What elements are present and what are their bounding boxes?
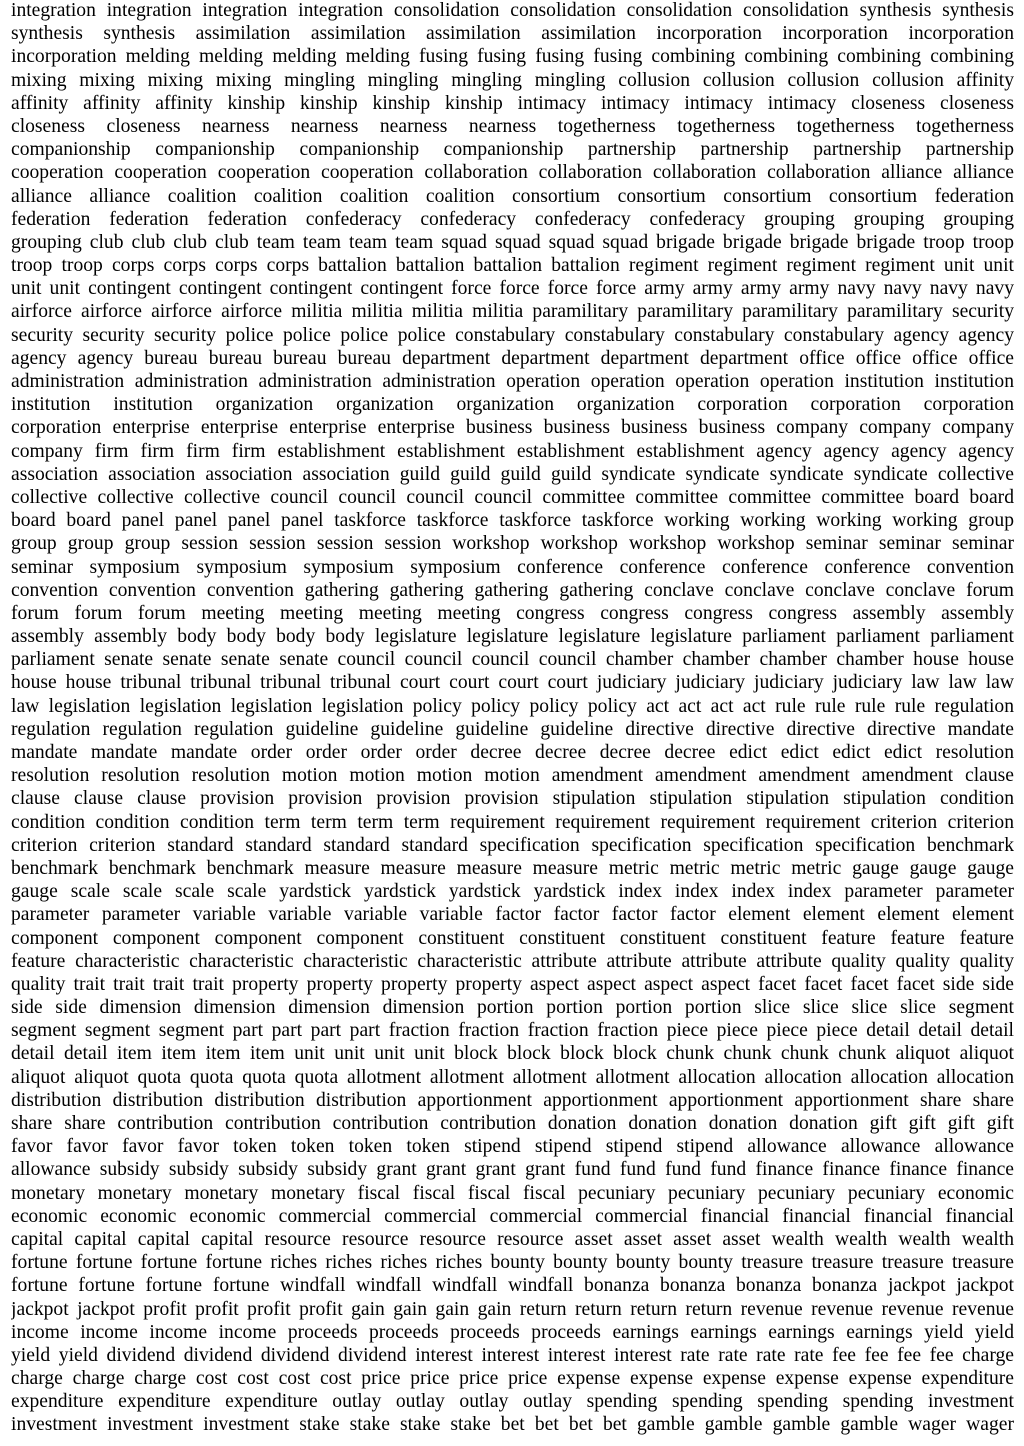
text-line: troop troop corps corps corps corps battalion battalion battalion battalion regiment regiment regiment regiment unit unit	[11, 255, 1014, 277]
text-line: seminar symposium symposium symposium symposium conference conference conference conference convention	[11, 556, 1014, 578]
text-line: feature characteristic characteristic characteristic characteristic attribute attribute attribute attribute quality quality quality	[11, 950, 1014, 972]
text-line: resolution resolution resolution motion motion motion motion amendment amendment amendment amendment clause	[11, 765, 1014, 787]
text-line: agency agency bureau bureau bureau bureau department department department department office office office office	[11, 347, 1014, 369]
text-line: security security security police police police police constabulary constabulary constabulary constabulary agency agency	[11, 324, 1014, 346]
text-line: incorporation melding melding melding melding fusing fusing fusing fusing combining combining combining combining	[11, 46, 1014, 68]
text-line: yield yield dividend dividend dividend dividend interest interest interest interest rate rate rate rate fee fee fee fee charge	[11, 1344, 1014, 1366]
text-line: alliance alliance coalition coalition coalition coalition consortium consortium consortium consortium federation	[11, 185, 1014, 207]
text-line: fortune fortune fortune fortune riches riches riches riches bounty bounty bounty bounty treasure treasure treasure treasure	[11, 1252, 1014, 1274]
text-line: economic economic economic commercial commercial commercial commercial financial financial financial financial	[11, 1205, 1014, 1227]
text-line: integration integration integration integration consolidation consolidation consolidation consolidation synthesis synthesis	[11, 0, 1014, 21]
text-line: house house tribunal tribunal tribunal tribunal court court court court judiciary judiciary judiciary judiciary law law law	[11, 672, 1014, 694]
text-line: companionship companionship companionship companionship partnership partnership partnership partnership	[11, 139, 1014, 161]
text-line: side side dimension dimension dimension dimension portion portion portion portion slice slice slice slice segment	[11, 997, 1014, 1019]
text-line: grouping club club club club team team team team squad squad squad squad brigade brigade brigade brigade troop troop	[11, 231, 1014, 253]
text-line: forum forum forum meeting meeting meeting meeting congress congress congress congress assembly assembly	[11, 602, 1014, 624]
text-line: investment investment investment stake stake stake stake bet bet bet bet gamble gamble gamble gamble wager wager	[11, 1414, 1014, 1436]
text-line: collective collective collective council council council council committee committee committee committee board board	[11, 486, 1014, 508]
text-line: unit unit contingent contingent contingent contingent force force force force army army army army navy navy navy navy	[11, 278, 1014, 300]
text-line: synthesis synthesis assimilation assimilation assimilation assimilation incorporation incorporation incorporation	[11, 23, 1014, 45]
text-line: corporation enterprise enterprise enterprise enterprise business business business business company company company	[11, 417, 1014, 439]
text-line: share share contribution contribution contribution contribution donation donation donation donation gift gift gift gift	[11, 1113, 1014, 1134]
text-line	[11, 1437, 1014, 1446]
text-line: capital capital capital capital resource resource resource resource asset asset asset asset wealth wealth wealth wealth	[11, 1228, 1014, 1250]
text-line: mandate mandate mandate order order order order decree decree decree decree edict edict edict edict resolution	[11, 742, 1014, 763]
text-line: law legislation legislation legislation legislation policy policy policy policy act act act act rule rule rule rule regulation	[11, 695, 1014, 717]
text-line: income income income income proceeds proceeds proceeds proceeds earnings earnings earnings earnings yield yield	[11, 1321, 1014, 1343]
text-line: federation federation federation confederacy confederacy confederacy confederacy grouping grouping grouping	[11, 208, 1014, 230]
text-line: association association association association guild guild guild guild syndicate syndicate syndicate syndicate collective	[11, 463, 1014, 485]
text-line: regulation regulation regulation guideline guideline guideline guideline directive directive directive directive mandate	[11, 718, 1014, 740]
text-line: favor favor favor favor token token token token stipend stipend stipend stipend allowance allowance allowance	[11, 1136, 1014, 1158]
text-line: assembly assembly body body body body legislature legislature legislature legislature parliament parliament parliament	[11, 626, 1014, 648]
text-line: monetary monetary monetary monetary fiscal fiscal fiscal fiscal pecuniary pecuniary pecuniary pecuniary economic	[11, 1182, 1014, 1204]
text-line: parliament senate senate senate senate council council council council chamber chamber chamber chamber house house	[11, 649, 1014, 671]
text-line: airforce airforce airforce airforce militia militia militia militia paramilitary paramilitary paramilitary paramilitary security	[11, 301, 1014, 323]
text-line: gauge scale scale scale scale yardstick yardstick yardstick yardstick index index index index parameter parameter	[11, 881, 1014, 903]
text-line: administration administration administration administration operation operation operation operation institution institution	[11, 371, 1014, 392]
text-line: detail detail item item item item unit unit unit unit block block block block chunk chunk chunk chunk aliquot aliquot	[11, 1043, 1014, 1065]
text-line: fortune fortune fortune fortune windfall windfall windfall windfall bonanza bonanza bonanza bonanza jackpot jackpot	[11, 1275, 1014, 1297]
text-line: institution institution organization organization organization organization corporation corporation corporation	[11, 394, 1014, 416]
text-line: clause clause clause provision provision provision provision stipulation stipulation stipulation stipulation condition	[11, 788, 1014, 810]
text-line: parameter parameter variable variable variable variable factor factor factor factor element element element element	[11, 904, 1014, 926]
text-line: group group group session session session session workshop workshop workshop workshop seminar seminar seminar	[11, 533, 1014, 555]
text-line: affinity affinity affinity kinship kinship kinship kinship intimacy intimacy intimacy intimacy closeness closeness	[11, 92, 1014, 114]
text-line: segment segment segment part part part part fraction fraction fraction fraction piece piece piece piece detail detail detail	[11, 1020, 1014, 1042]
text-line: closeness closeness nearness nearness nearness nearness togetherness togetherness togetherness togetherness	[11, 115, 1014, 137]
text-line: mixing mixing mixing mixing mingling mingling mingling mingling collusion collusion collusion collusion affinity	[11, 69, 1014, 91]
text-line: distribution distribution distribution distribution apportionment apportionment apportionment apportionment share share	[11, 1089, 1014, 1111]
text-line: criterion criterion standard standard standard standard specification specification specification specification benchmark	[11, 834, 1014, 856]
text-line: aliquot aliquot quota quota quota quota allotment allotment allotment allotment allocation allocation allocation allocation	[11, 1066, 1014, 1088]
text-line: condition condition condition term term term term requirement requirement requirement requirement criterion criterion	[11, 811, 1014, 833]
text-line: charge charge charge cost cost cost cost price price price price expense expense expense expense expense expenditure	[11, 1368, 1014, 1390]
text-line: jackpot jackpot profit profit profit profit gain gain gain gain return return return return revenue revenue revenue revenue	[11, 1298, 1014, 1320]
text-line: allowance subsidy subsidy subsidy subsidy grant grant grant grant fund fund fund fund finance finance finance finance	[11, 1159, 1014, 1181]
text-line: company firm firm firm firm establishment establishment establishment establishment agency agency agency agency	[11, 440, 1014, 462]
text-line: benchmark benchmark benchmark measure measure measure measure metric metric metric metric gauge gauge gauge	[11, 857, 1014, 879]
text-line: quality trait trait trait trait property property property property aspect aspect aspect aspect facet facet facet facet side side	[11, 973, 1014, 995]
text-line: expenditure expenditure expenditure outlay outlay outlay outlay spending spending spending spending investment	[11, 1391, 1014, 1413]
text-line: cooperation cooperation cooperation cooperation collaboration collaboration collaboration collaboration alliance alliance	[11, 162, 1014, 184]
text-line: convention convention convention gathering gathering gathering gathering conclave conclave conclave conclave forum	[11, 579, 1014, 601]
text-line: board board panel panel panel panel taskforce taskforce taskforce taskforce working working working working group	[11, 510, 1014, 532]
text-line: component component component component constituent constituent constituent constituent feature feature feature	[11, 927, 1014, 949]
